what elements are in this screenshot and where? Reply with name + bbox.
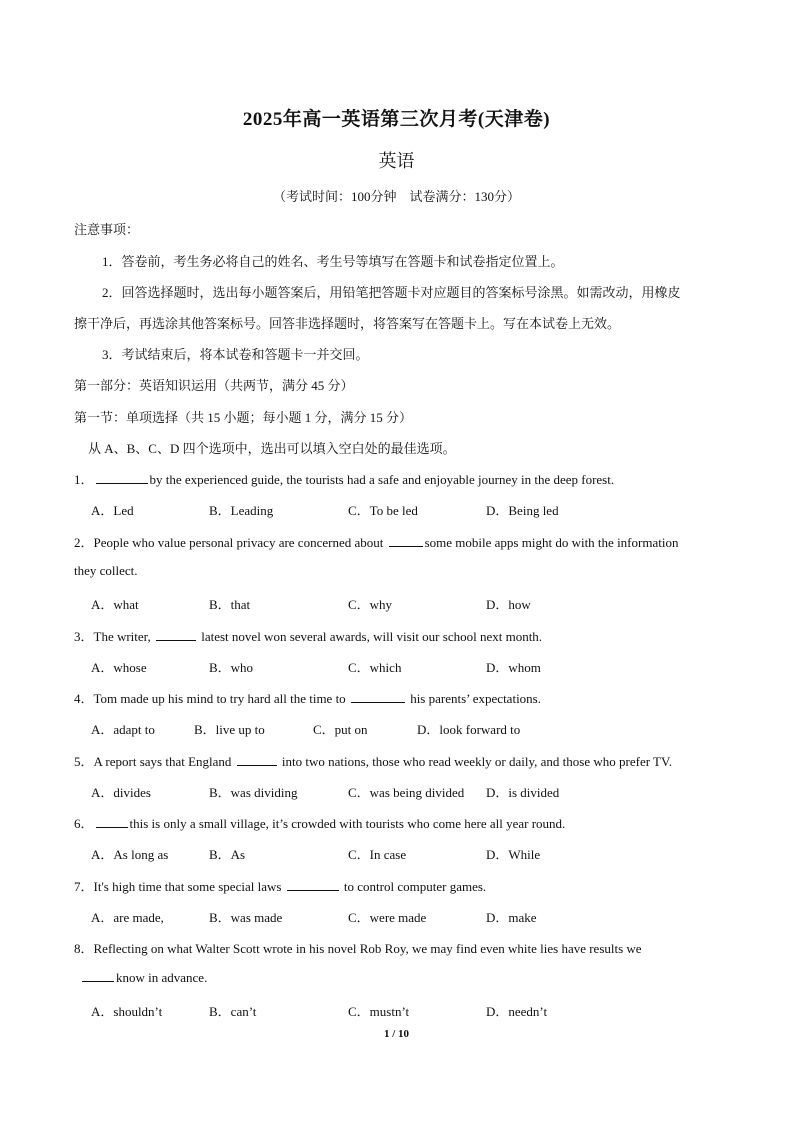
option-d: D．how bbox=[486, 597, 531, 612]
question-text: by the experienced guide, the tourists had a safe and enjoyable journey in the deep forest. bbox=[149, 472, 615, 487]
option-c: C．why bbox=[348, 597, 393, 612]
option-a: A．what bbox=[91, 597, 139, 612]
question-text: 6． bbox=[74, 816, 94, 831]
question-2-continued: they collect. bbox=[74, 563, 138, 578]
option-c: C．was being divided bbox=[348, 785, 465, 800]
option-d: D．look forward to bbox=[417, 722, 521, 737]
question-text: 7．It's high time that some special laws bbox=[74, 879, 285, 894]
option-b: B．Leading bbox=[209, 503, 274, 518]
question-text: to control computer games. bbox=[340, 879, 487, 894]
question-text: into two nations, those who read weekly or daily, and those who prefer TV. bbox=[278, 754, 672, 769]
option-b: B．who bbox=[209, 660, 254, 675]
option-a: A．As long as bbox=[91, 847, 169, 862]
answer-blank bbox=[96, 815, 128, 828]
question-8: 8．Reflecting on what Walter Scott wrote in his novel Rob Roy, we may find even white lies have results we bbox=[74, 941, 642, 956]
option-c: C．mustn’t bbox=[348, 1004, 410, 1019]
section-heading: 第一节：单项选择（共 15 小题；每小题 1 分，满分 15 分） bbox=[74, 410, 413, 425]
question-4 bbox=[74, 688, 541, 707]
question-8-continued bbox=[80, 969, 207, 986]
question-text: this is only a small village, it’s crowded with tourists who come here all year round. bbox=[129, 816, 566, 831]
question-6 bbox=[74, 813, 565, 832]
answer-blank bbox=[156, 628, 196, 641]
answer-blank bbox=[96, 471, 148, 484]
question-7 bbox=[74, 876, 486, 895]
option-a: A．divides bbox=[91, 785, 151, 800]
note-item: 3．考试结束后，将本试卷和答题卡一并交回。 bbox=[102, 347, 369, 362]
question-2 bbox=[74, 532, 678, 551]
page-number: 1 / 10 bbox=[383, 1028, 410, 1040]
option-d: D．Being led bbox=[486, 503, 559, 518]
question-text: 5．A report says that England bbox=[74, 754, 235, 769]
question-text: 4．Tom made up his mind to try hard all the time to bbox=[74, 691, 349, 706]
option-a: A．shouldn’t bbox=[91, 1004, 163, 1019]
question-text: know in advance. bbox=[116, 970, 208, 985]
option-b: B．was dividing bbox=[209, 785, 298, 800]
question-5 bbox=[74, 751, 672, 770]
exam-info: （考试时间：100分钟 试卷满分：130分） bbox=[272, 189, 520, 204]
option-c: C．put on bbox=[313, 722, 368, 737]
option-a: A．are made, bbox=[91, 910, 164, 925]
option-b: B．can’t bbox=[209, 1004, 257, 1019]
option-d: D．needn’t bbox=[486, 1004, 548, 1019]
option-d: D．make bbox=[486, 910, 537, 925]
question-text: 3．The writer, bbox=[74, 629, 154, 644]
notes-title: 注意事项： bbox=[74, 222, 140, 237]
question-text: his parents’ expectations. bbox=[406, 691, 541, 706]
option-c: C．To be led bbox=[348, 503, 418, 518]
answer-blank bbox=[237, 753, 277, 766]
answer-blank bbox=[287, 878, 339, 891]
option-b: B．live up to bbox=[194, 722, 265, 737]
option-a: A．Led bbox=[91, 503, 134, 518]
option-c: C．which bbox=[348, 660, 402, 675]
option-b: B．As bbox=[209, 847, 246, 862]
answer-blank bbox=[389, 534, 423, 547]
page-title: 2025年高一英语第三次月考(天津卷) bbox=[242, 109, 551, 130]
subject-heading: 英语 bbox=[378, 151, 415, 171]
note-item: 2．回答选择题时，选出每小题答案后，用铅笔把答题卡对应题目的答案标号涂黑。如需改动，用橡皮 bbox=[102, 285, 681, 300]
option-a: A．whose bbox=[91, 660, 147, 675]
question-text: 2．People who value personal privacy are concerned about bbox=[74, 535, 387, 550]
answer-blank bbox=[351, 690, 405, 703]
question-3 bbox=[74, 626, 542, 645]
option-b: B．that bbox=[209, 597, 251, 612]
option-a: A．adapt to bbox=[91, 722, 155, 737]
option-c: C．In case bbox=[348, 847, 407, 862]
question-text: some mobile apps might do with the information bbox=[424, 535, 679, 550]
option-c: C．were made bbox=[348, 910, 427, 925]
question-text: 1． bbox=[74, 472, 94, 487]
option-b: B．was made bbox=[209, 910, 283, 925]
question-text: latest novel won several awards, will visit our school next month. bbox=[197, 629, 543, 644]
question-1 bbox=[74, 469, 614, 488]
section-direction: 从 A、B、C、D 四个选项中，选出可以填入空白处的最佳选项。 bbox=[88, 441, 456, 456]
note-item-continued: 擦干净后，再选涂其他答案标号。回答非选择题时，将答案写在答题卡上。写在本试卷上无效。 bbox=[74, 316, 621, 331]
option-d: D．While bbox=[486, 847, 541, 862]
option-d: D．is divided bbox=[486, 785, 560, 800]
part-heading: 第一部分：英语知识运用（共两节，满分 45 分） bbox=[74, 378, 354, 393]
answer-blank bbox=[82, 969, 114, 982]
option-d: D．whom bbox=[486, 660, 541, 675]
note-item: 1．答卷前，考生务必将自己的姓名、考生号等填写在答题卡和试卷指定位置上。 bbox=[102, 254, 564, 269]
